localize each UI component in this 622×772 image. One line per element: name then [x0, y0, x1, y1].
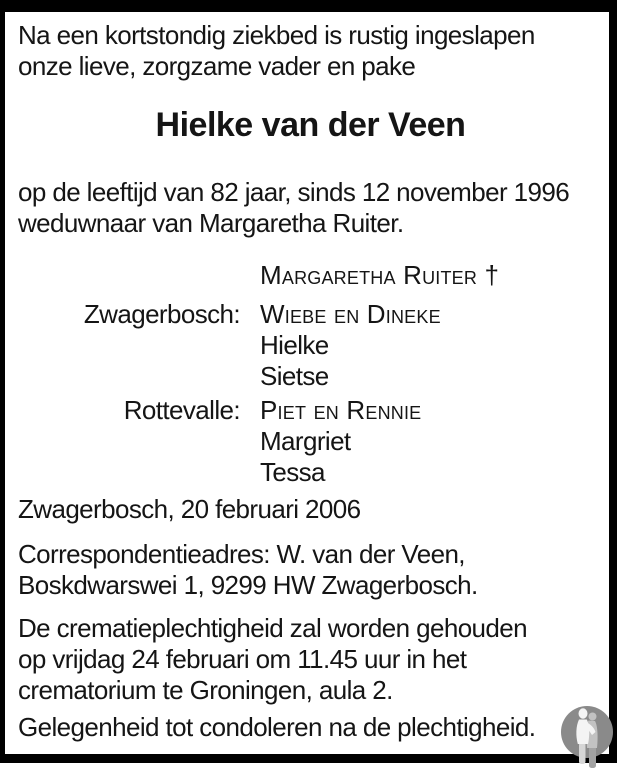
- details-line: op de leeftijd van 82 jaar, sinds 12 november 1996: [18, 177, 570, 207]
- ceremony-line: crematorium te Groningen, aula 2.: [18, 675, 393, 705]
- family-place-label: Zwagerbosch:: [83, 299, 240, 329]
- correspondence-line: Boskdwarswei 1, 9299 HW Zwagerbosch.: [18, 570, 478, 600]
- embracing-figures-logo-icon: [559, 704, 615, 770]
- deceased-name-title: Hielke van der Veen: [155, 106, 466, 144]
- family-couple-names: Piet en Rennie: [260, 395, 422, 425]
- ceremony-line: op vrijdag 24 februari om 11.45 uur in het: [18, 644, 467, 674]
- family-child-name: Margriet: [260, 426, 351, 456]
- family-group-rottevalle: [18, 395, 603, 488]
- condolence-line: Gelegenheid tot condoleren na de plechtigheid.: [18, 712, 536, 742]
- predeceased-spouse-name: Margaretha Ruiter †: [260, 260, 500, 290]
- intro-line: Na een kortstondig ziekbed is rustig ingeslapen: [18, 20, 535, 50]
- family-names-list: [260, 299, 441, 392]
- correspondence-line: Correspondentieadres: W. van der Veen,: [18, 539, 465, 569]
- date-place-line: Zwagerbosch, 20 februari 2006: [18, 494, 361, 524]
- announcement-content: [5, 12, 609, 743]
- family-couple-names: Wiebe en Dineke: [260, 299, 441, 329]
- intro-paragraph: [18, 20, 603, 82]
- family-place-label: Rottevalle:: [123, 395, 240, 425]
- details-paragraph: [18, 177, 603, 239]
- family-group-zwagerbosch: [18, 299, 603, 392]
- ceremony-line: De crematieplechtigheid zal worden gehouden: [18, 613, 527, 643]
- family-child-name: Hielke: [260, 330, 329, 360]
- details-line: weduwnaar van Margaretha Ruiter.: [18, 208, 404, 238]
- ceremony-paragraph: [18, 613, 603, 706]
- family-child-name: Tessa: [260, 457, 325, 487]
- family-names-list: [260, 395, 421, 488]
- intro-line: onze lieve, zorgzame vader en pake: [18, 51, 416, 81]
- family-child-name: Sietse: [260, 361, 329, 391]
- correspondence-paragraph: [18, 539, 603, 601]
